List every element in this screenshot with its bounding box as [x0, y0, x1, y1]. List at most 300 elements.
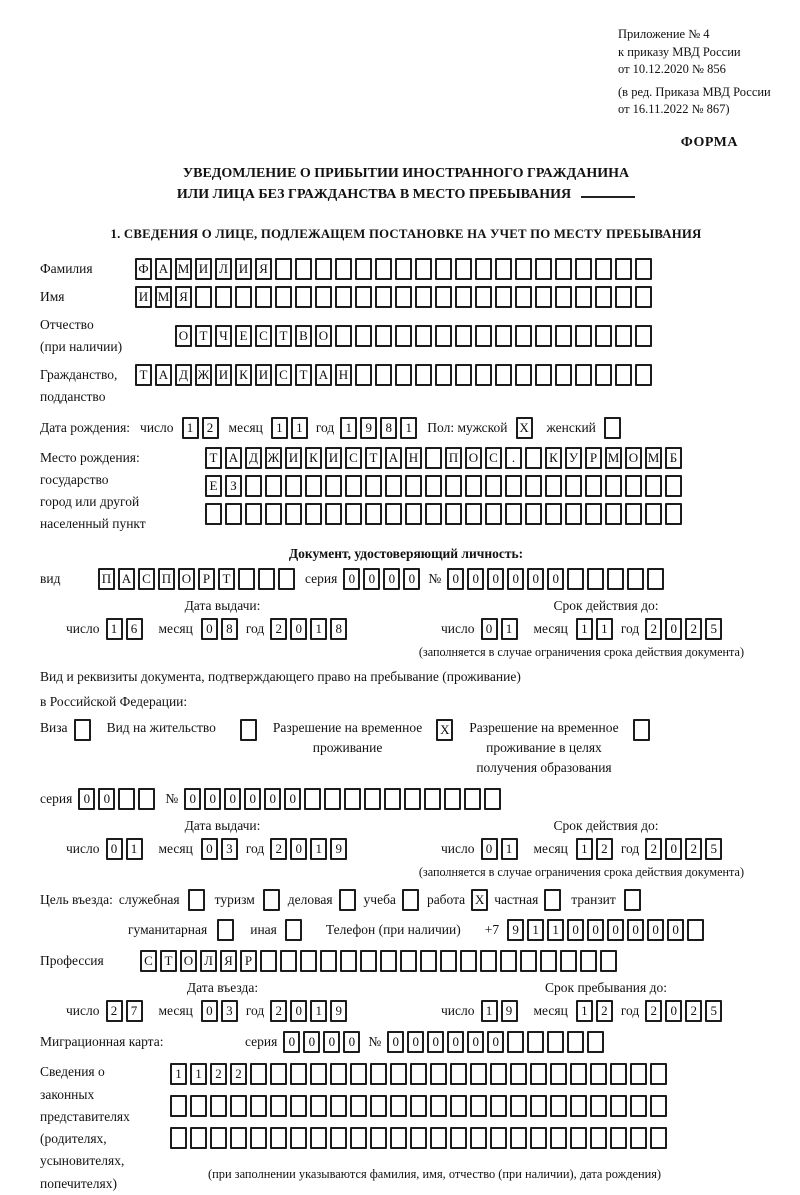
- form-cell[interactable]: 2: [210, 1063, 227, 1085]
- form-cell[interactable]: [390, 1095, 407, 1117]
- form-cell[interactable]: Т: [295, 364, 312, 386]
- form-cell[interactable]: А: [385, 447, 402, 469]
- form-cell[interactable]: [484, 788, 501, 810]
- form-cell[interactable]: [335, 325, 352, 347]
- form-cell[interactable]: [310, 1127, 327, 1149]
- form-cell[interactable]: 5: [705, 618, 722, 640]
- form-cell[interactable]: Я: [175, 286, 192, 308]
- form-cell[interactable]: 0: [481, 838, 498, 860]
- form-cell[interactable]: [507, 1031, 524, 1053]
- form-cell[interactable]: 9: [330, 1000, 347, 1022]
- form-cell[interactable]: 0: [547, 568, 564, 590]
- form-cell[interactable]: [525, 475, 542, 497]
- form-cell[interactable]: [460, 950, 477, 972]
- form-cell[interactable]: [555, 286, 572, 308]
- form-cell[interactable]: И: [255, 364, 272, 386]
- form-cell[interactable]: 0: [343, 568, 360, 590]
- form-cell[interactable]: 0: [647, 919, 664, 941]
- form-cell[interactable]: 0: [627, 919, 644, 941]
- form-cell[interactable]: [515, 286, 532, 308]
- form-cell[interactable]: Т: [365, 447, 382, 469]
- form-cell[interactable]: [339, 889, 356, 911]
- form-cell[interactable]: [525, 447, 542, 469]
- form-cell[interactable]: Р: [240, 950, 257, 972]
- form-cell[interactable]: [550, 1127, 567, 1149]
- form-cell[interactable]: 0: [481, 618, 498, 640]
- form-cell[interactable]: [344, 788, 361, 810]
- form-cell[interactable]: [480, 950, 497, 972]
- form-cell[interactable]: [205, 503, 222, 525]
- form-cell[interactable]: 0: [665, 1000, 682, 1022]
- form-cell[interactable]: И: [235, 258, 252, 280]
- form-cell[interactable]: [280, 950, 297, 972]
- form-cell[interactable]: 1: [481, 1000, 498, 1022]
- form-cell[interactable]: [570, 1063, 587, 1085]
- form-cell[interactable]: [74, 719, 91, 741]
- form-cell[interactable]: З: [225, 475, 242, 497]
- form-cell[interactable]: Р: [198, 568, 215, 590]
- form-cell[interactable]: [263, 889, 280, 911]
- form-cell[interactable]: [245, 475, 262, 497]
- form-cell[interactable]: [530, 1063, 547, 1085]
- form-cell[interactable]: X: [516, 417, 533, 439]
- form-cell[interactable]: [310, 1063, 327, 1085]
- form-cell[interactable]: [630, 1095, 647, 1117]
- form-cell[interactable]: С: [140, 950, 157, 972]
- form-cell[interactable]: [425, 503, 442, 525]
- form-cell[interactable]: [425, 447, 442, 469]
- form-cell[interactable]: [535, 364, 552, 386]
- form-cell[interactable]: 2: [270, 1000, 287, 1022]
- form-cell[interactable]: [575, 364, 592, 386]
- form-cell[interactable]: 0: [98, 788, 115, 810]
- form-cell[interactable]: Л: [200, 950, 217, 972]
- form-cell[interactable]: [687, 919, 704, 941]
- form-cell[interactable]: [385, 475, 402, 497]
- form-cell[interactable]: [170, 1127, 187, 1149]
- form-cell[interactable]: 0: [665, 618, 682, 640]
- form-cell[interactable]: [350, 1095, 367, 1117]
- form-cell[interactable]: В: [295, 325, 312, 347]
- form-cell[interactable]: 2: [685, 618, 702, 640]
- form-cell[interactable]: 0: [201, 618, 218, 640]
- form-cell[interactable]: [375, 325, 392, 347]
- form-cell[interactable]: [335, 258, 352, 280]
- form-cell[interactable]: [550, 1095, 567, 1117]
- form-cell[interactable]: [595, 325, 612, 347]
- form-cell[interactable]: [365, 475, 382, 497]
- form-cell[interactable]: 0: [407, 1031, 424, 1053]
- form-cell[interactable]: 1: [170, 1063, 187, 1085]
- form-cell[interactable]: [304, 788, 321, 810]
- form-cell[interactable]: [435, 258, 452, 280]
- form-cell[interactable]: 0: [283, 1031, 300, 1053]
- form-cell[interactable]: 0: [587, 919, 604, 941]
- form-cell[interactable]: 0: [201, 838, 218, 860]
- form-cell[interactable]: И: [285, 447, 302, 469]
- form-cell[interactable]: 0: [447, 1031, 464, 1053]
- form-cell[interactable]: [400, 950, 417, 972]
- form-cell[interactable]: [370, 1127, 387, 1149]
- form-cell[interactable]: [270, 1127, 287, 1149]
- form-cell[interactable]: [610, 1063, 627, 1085]
- form-cell[interactable]: [405, 503, 422, 525]
- form-cell[interactable]: [415, 325, 432, 347]
- form-cell[interactable]: [402, 889, 419, 911]
- form-cell[interactable]: Ж: [195, 364, 212, 386]
- form-cell[interactable]: [475, 364, 492, 386]
- form-cell[interactable]: А: [225, 447, 242, 469]
- form-cell[interactable]: [565, 475, 582, 497]
- form-cell[interactable]: [375, 364, 392, 386]
- form-cell[interactable]: [525, 503, 542, 525]
- form-cell[interactable]: 7: [126, 1000, 143, 1022]
- form-cell[interactable]: Н: [335, 364, 352, 386]
- form-cell[interactable]: [515, 364, 532, 386]
- form-cell[interactable]: 2: [596, 1000, 613, 1022]
- form-cell[interactable]: 0: [467, 1031, 484, 1053]
- form-cell[interactable]: 0: [403, 568, 420, 590]
- form-cell[interactable]: Н: [405, 447, 422, 469]
- form-cell[interactable]: [485, 503, 502, 525]
- form-cell[interactable]: [575, 325, 592, 347]
- form-cell[interactable]: 0: [665, 838, 682, 860]
- form-cell[interactable]: 2: [230, 1063, 247, 1085]
- form-cell[interactable]: [258, 568, 275, 590]
- form-cell[interactable]: [300, 950, 317, 972]
- form-cell[interactable]: [495, 325, 512, 347]
- form-cell[interactable]: К: [545, 447, 562, 469]
- form-cell[interactable]: [635, 258, 652, 280]
- form-cell[interactable]: 1: [182, 417, 199, 439]
- form-cell[interactable]: Т: [135, 364, 152, 386]
- form-cell[interactable]: [265, 475, 282, 497]
- form-cell[interactable]: [495, 286, 512, 308]
- form-cell[interactable]: 1: [527, 919, 544, 941]
- form-cell[interactable]: 0: [184, 788, 201, 810]
- form-cell[interactable]: 8: [380, 417, 397, 439]
- form-cell[interactable]: [395, 258, 412, 280]
- form-cell[interactable]: [210, 1095, 227, 1117]
- form-cell[interactable]: [275, 286, 292, 308]
- form-cell[interactable]: 0: [527, 568, 544, 590]
- form-cell[interactable]: [547, 1031, 564, 1053]
- form-cell[interactable]: [118, 788, 135, 810]
- form-cell[interactable]: [650, 1127, 667, 1149]
- form-cell[interactable]: 0: [387, 1031, 404, 1053]
- form-cell[interactable]: [635, 325, 652, 347]
- form-cell[interactable]: [455, 258, 472, 280]
- form-cell[interactable]: 2: [106, 1000, 123, 1022]
- form-cell[interactable]: 6: [126, 618, 143, 640]
- form-cell[interactable]: 1: [596, 618, 613, 640]
- form-cell[interactable]: 0: [244, 788, 261, 810]
- form-cell[interactable]: [415, 364, 432, 386]
- form-cell[interactable]: [510, 1127, 527, 1149]
- form-cell[interactable]: [440, 950, 457, 972]
- form-cell[interactable]: 1: [310, 838, 327, 860]
- form-cell[interactable]: И: [215, 364, 232, 386]
- form-cell[interactable]: М: [155, 286, 172, 308]
- form-cell[interactable]: 0: [303, 1031, 320, 1053]
- form-cell[interactable]: [567, 568, 584, 590]
- form-cell[interactable]: [370, 1095, 387, 1117]
- form-cell[interactable]: 9: [360, 417, 377, 439]
- form-cell[interactable]: [455, 325, 472, 347]
- form-cell[interactable]: [575, 286, 592, 308]
- form-cell[interactable]: 2: [270, 618, 287, 640]
- form-cell[interactable]: [630, 1063, 647, 1085]
- form-cell[interactable]: 0: [667, 919, 684, 941]
- form-cell[interactable]: 1: [501, 618, 518, 640]
- form-cell[interactable]: [545, 503, 562, 525]
- form-cell[interactable]: [455, 364, 472, 386]
- form-cell[interactable]: [435, 325, 452, 347]
- form-cell[interactable]: [445, 503, 462, 525]
- form-cell[interactable]: [265, 503, 282, 525]
- form-cell[interactable]: [370, 1063, 387, 1085]
- form-cell[interactable]: [635, 286, 652, 308]
- form-cell[interactable]: [270, 1095, 287, 1117]
- form-cell[interactable]: [430, 1127, 447, 1149]
- form-cell[interactable]: 0: [427, 1031, 444, 1053]
- form-cell[interactable]: [450, 1127, 467, 1149]
- form-cell[interactable]: 0: [507, 568, 524, 590]
- form-cell[interactable]: [278, 568, 295, 590]
- form-cell[interactable]: [330, 1063, 347, 1085]
- form-cell[interactable]: 0: [323, 1031, 340, 1053]
- form-cell[interactable]: [190, 1095, 207, 1117]
- form-cell[interactable]: [544, 889, 561, 911]
- form-cell[interactable]: [647, 568, 664, 590]
- form-cell[interactable]: [455, 286, 472, 308]
- form-cell[interactable]: [567, 1031, 584, 1053]
- form-cell[interactable]: [375, 258, 392, 280]
- form-cell[interactable]: 9: [501, 1000, 518, 1022]
- form-cell[interactable]: [575, 258, 592, 280]
- form-cell[interactable]: 0: [284, 788, 301, 810]
- form-cell[interactable]: 1: [310, 618, 327, 640]
- form-cell[interactable]: И: [135, 286, 152, 308]
- form-cell[interactable]: 1: [576, 618, 593, 640]
- form-cell[interactable]: [465, 503, 482, 525]
- form-cell[interactable]: [510, 1063, 527, 1085]
- form-cell[interactable]: [285, 475, 302, 497]
- form-cell[interactable]: [555, 258, 572, 280]
- form-cell[interactable]: [475, 325, 492, 347]
- form-cell[interactable]: [450, 1095, 467, 1117]
- form-cell[interactable]: [410, 1127, 427, 1149]
- form-cell[interactable]: Т: [195, 325, 212, 347]
- form-cell[interactable]: Т: [160, 950, 177, 972]
- form-cell[interactable]: [535, 325, 552, 347]
- form-cell[interactable]: 0: [487, 568, 504, 590]
- form-cell[interactable]: [290, 1127, 307, 1149]
- form-cell[interactable]: 1: [291, 417, 308, 439]
- form-cell[interactable]: О: [178, 568, 195, 590]
- form-cell[interactable]: [555, 325, 572, 347]
- form-cell[interactable]: [520, 950, 537, 972]
- form-cell[interactable]: К: [305, 447, 322, 469]
- form-cell[interactable]: У: [565, 447, 582, 469]
- form-cell[interactable]: [230, 1127, 247, 1149]
- form-cell[interactable]: [650, 1063, 667, 1085]
- form-cell[interactable]: [225, 503, 242, 525]
- form-cell[interactable]: 2: [270, 838, 287, 860]
- form-cell[interactable]: 0: [264, 788, 281, 810]
- form-cell[interactable]: [587, 1031, 604, 1053]
- form-cell[interactable]: [500, 950, 517, 972]
- form-cell[interactable]: [604, 417, 621, 439]
- form-cell[interactable]: 1: [106, 618, 123, 640]
- form-cell[interactable]: [355, 258, 372, 280]
- form-cell[interactable]: [190, 1127, 207, 1149]
- form-cell[interactable]: [645, 475, 662, 497]
- form-cell[interactable]: [535, 286, 552, 308]
- form-cell[interactable]: Т: [218, 568, 235, 590]
- form-cell[interactable]: [250, 1095, 267, 1117]
- form-cell[interactable]: [475, 286, 492, 308]
- form-cell[interactable]: [490, 1095, 507, 1117]
- form-cell[interactable]: [630, 1127, 647, 1149]
- form-cell[interactable]: П: [445, 447, 462, 469]
- form-cell[interactable]: [515, 325, 532, 347]
- form-cell[interactable]: [384, 788, 401, 810]
- form-cell[interactable]: 0: [78, 788, 95, 810]
- form-cell[interactable]: [404, 788, 421, 810]
- form-cell[interactable]: [450, 1063, 467, 1085]
- form-cell[interactable]: [515, 258, 532, 280]
- form-cell[interactable]: 2: [645, 618, 662, 640]
- form-cell[interactable]: [364, 788, 381, 810]
- form-cell[interactable]: 0: [204, 788, 221, 810]
- form-cell[interactable]: [295, 286, 312, 308]
- form-cell[interactable]: [540, 950, 557, 972]
- form-cell[interactable]: С: [345, 447, 362, 469]
- form-cell[interactable]: [310, 1095, 327, 1117]
- form-cell[interactable]: [535, 258, 552, 280]
- form-cell[interactable]: 0: [224, 788, 241, 810]
- form-cell[interactable]: [188, 889, 205, 911]
- form-cell[interactable]: 8: [221, 618, 238, 640]
- form-cell[interactable]: [435, 364, 452, 386]
- form-cell[interactable]: 2: [685, 1000, 702, 1022]
- form-cell[interactable]: [505, 475, 522, 497]
- form-cell[interactable]: А: [118, 568, 135, 590]
- form-cell[interactable]: 1: [310, 1000, 327, 1022]
- form-cell[interactable]: 0: [487, 1031, 504, 1053]
- form-cell[interactable]: Д: [175, 364, 192, 386]
- form-cell[interactable]: [430, 1095, 447, 1117]
- form-cell[interactable]: [595, 364, 612, 386]
- form-cell[interactable]: [600, 950, 617, 972]
- form-cell[interactable]: [217, 919, 234, 941]
- form-cell[interactable]: 1: [271, 417, 288, 439]
- form-cell[interactable]: А: [155, 258, 172, 280]
- form-cell[interactable]: Л: [215, 258, 232, 280]
- form-cell[interactable]: [435, 286, 452, 308]
- form-cell[interactable]: [605, 475, 622, 497]
- form-cell[interactable]: [340, 950, 357, 972]
- form-cell[interactable]: 1: [126, 838, 143, 860]
- form-cell[interactable]: [195, 286, 212, 308]
- form-cell[interactable]: Е: [235, 325, 252, 347]
- form-cell[interactable]: X: [471, 889, 488, 911]
- form-cell[interactable]: [645, 503, 662, 525]
- form-cell[interactable]: [530, 1095, 547, 1117]
- form-cell[interactable]: [607, 568, 624, 590]
- form-cell[interactable]: [615, 258, 632, 280]
- form-cell[interactable]: [138, 788, 155, 810]
- form-cell[interactable]: М: [605, 447, 622, 469]
- form-cell[interactable]: Я: [255, 258, 272, 280]
- form-cell[interactable]: [625, 475, 642, 497]
- form-cell[interactable]: 0: [447, 568, 464, 590]
- form-cell[interactable]: [380, 950, 397, 972]
- form-cell[interactable]: 2: [202, 417, 219, 439]
- form-cell[interactable]: [395, 286, 412, 308]
- form-cell[interactable]: О: [625, 447, 642, 469]
- form-cell[interactable]: [255, 286, 272, 308]
- form-cell[interactable]: [330, 1127, 347, 1149]
- form-cell[interactable]: [590, 1095, 607, 1117]
- form-cell[interactable]: [430, 1063, 447, 1085]
- form-cell[interactable]: [405, 475, 422, 497]
- form-cell[interactable]: 0: [106, 838, 123, 860]
- form-cell[interactable]: [238, 568, 255, 590]
- form-cell[interactable]: [545, 475, 562, 497]
- form-cell[interactable]: 5: [705, 838, 722, 860]
- form-cell[interactable]: 1: [400, 417, 417, 439]
- form-cell[interactable]: О: [175, 325, 192, 347]
- form-cell[interactable]: [415, 258, 432, 280]
- form-cell[interactable]: [615, 325, 632, 347]
- form-cell[interactable]: [570, 1095, 587, 1117]
- form-cell[interactable]: 0: [290, 618, 307, 640]
- form-cell[interactable]: [355, 364, 372, 386]
- form-cell[interactable]: [627, 568, 644, 590]
- form-cell[interactable]: [615, 286, 632, 308]
- form-cell[interactable]: 0: [607, 919, 624, 941]
- form-cell[interactable]: [415, 286, 432, 308]
- form-cell[interactable]: Р: [585, 447, 602, 469]
- form-cell[interactable]: [495, 364, 512, 386]
- form-cell[interactable]: [505, 503, 522, 525]
- form-cell[interactable]: [590, 1127, 607, 1149]
- form-cell[interactable]: [315, 258, 332, 280]
- form-cell[interactable]: С: [255, 325, 272, 347]
- form-cell[interactable]: Д: [245, 447, 262, 469]
- form-cell[interactable]: [665, 503, 682, 525]
- form-cell[interactable]: П: [158, 568, 175, 590]
- form-cell[interactable]: [410, 1095, 427, 1117]
- form-cell[interactable]: [375, 286, 392, 308]
- form-cell[interactable]: [650, 1095, 667, 1117]
- form-cell[interactable]: Е: [205, 475, 222, 497]
- form-cell[interactable]: [365, 503, 382, 525]
- form-cell[interactable]: [527, 1031, 544, 1053]
- form-cell[interactable]: [320, 950, 337, 972]
- form-cell[interactable]: [360, 950, 377, 972]
- form-cell[interactable]: [610, 1095, 627, 1117]
- form-cell[interactable]: [290, 1063, 307, 1085]
- form-cell[interactable]: [560, 950, 577, 972]
- form-cell[interactable]: 0: [290, 838, 307, 860]
- form-cell[interactable]: [610, 1127, 627, 1149]
- form-cell[interactable]: [633, 719, 650, 741]
- form-cell[interactable]: [345, 503, 362, 525]
- form-cell[interactable]: 2: [685, 838, 702, 860]
